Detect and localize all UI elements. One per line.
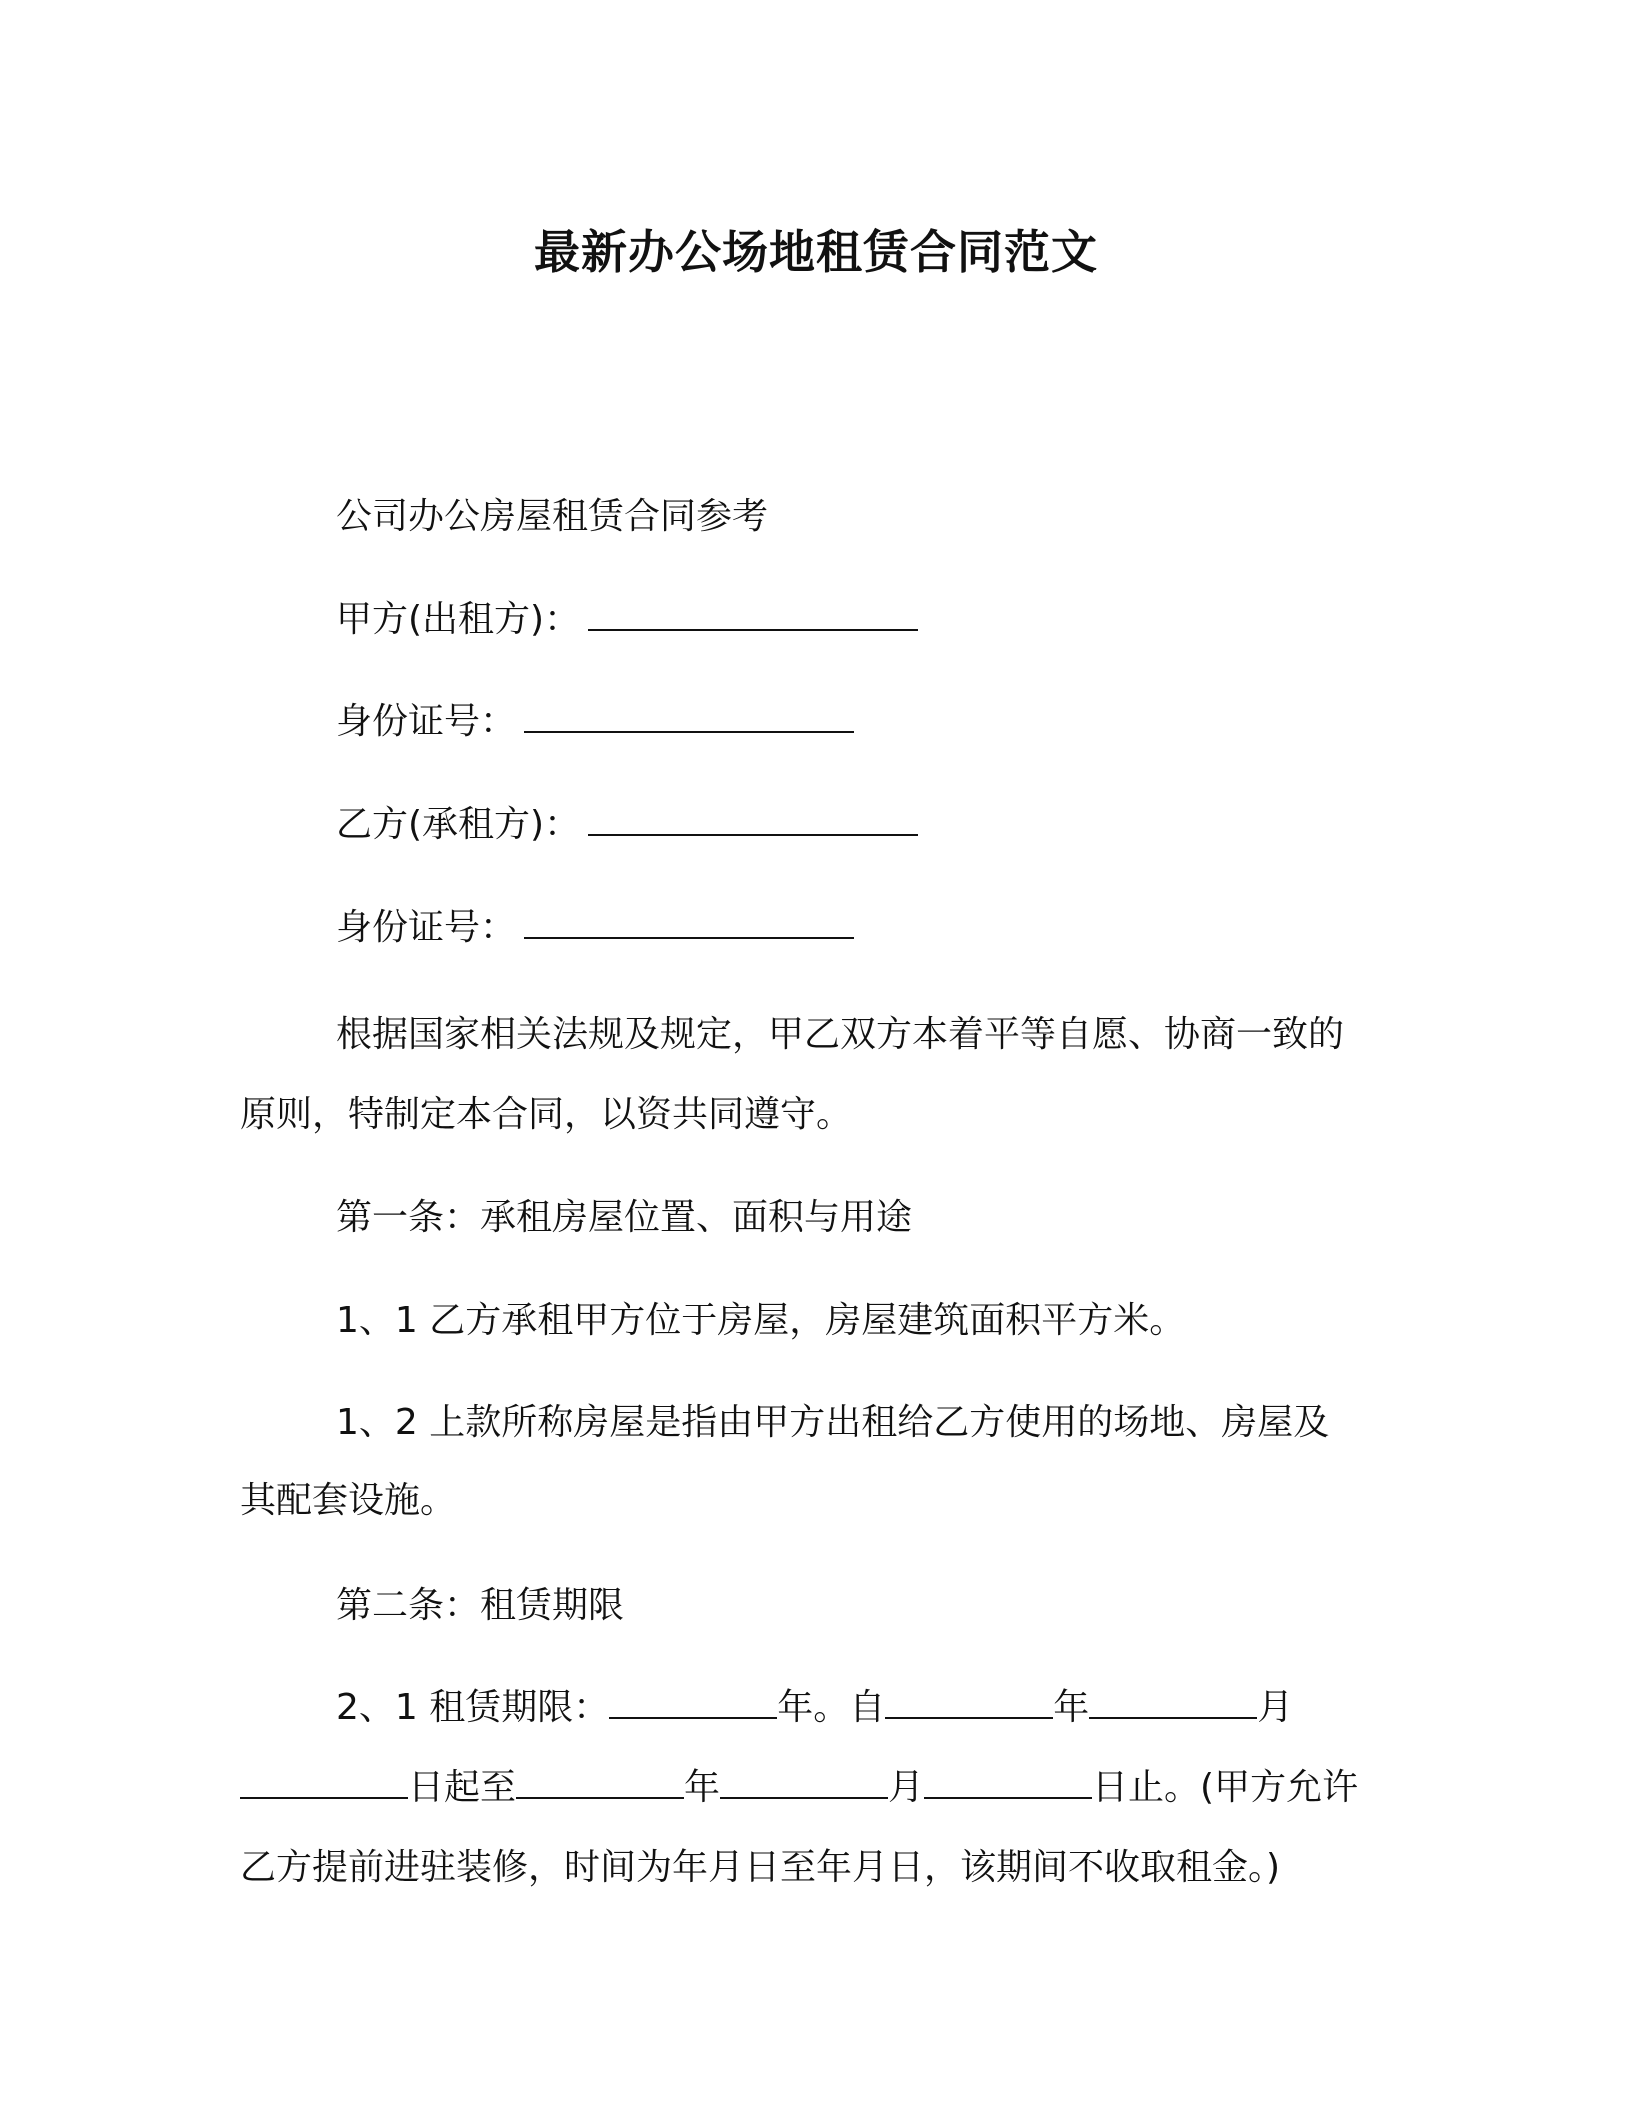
party-a-line xyxy=(240,595,1390,645)
start-month-blank xyxy=(1089,1685,1257,1719)
clause-2-1-text: 年 xyxy=(1053,1687,1090,1728)
clause-2-1-text: 年 xyxy=(684,1767,721,1808)
end-year-blank xyxy=(516,1765,684,1799)
party-a-blank xyxy=(588,597,918,631)
clause-2-1-text: 日起至 xyxy=(408,1767,517,1808)
intro-paragraph-line2: 原则，特制定本合同，以资共同遵守。 xyxy=(240,1094,853,1135)
clause-2-1-line1 xyxy=(240,1683,1390,1733)
document-title: 最新办公场地租赁合同范文 xyxy=(534,225,1098,279)
clause-2-1-line3: 乙方提前进驻装修，时间为年月日至年月日，该期间不收取租金。) xyxy=(240,1847,1281,1888)
end-month-blank xyxy=(720,1765,888,1799)
party-a-label: 甲方(出租方)： xyxy=(336,599,581,640)
party-b-blank xyxy=(588,802,918,836)
article1-title: 第一条：承租房屋位置、面积与用途 xyxy=(336,1197,913,1238)
clause-2-1-text: 年。自 xyxy=(777,1687,886,1728)
clause-1-1: 1、1 乙方承租甲方位于房屋，房屋建筑面积平方米。 xyxy=(336,1300,1186,1341)
term-years-blank xyxy=(609,1685,777,1719)
clause-2-1-line2 xyxy=(240,1763,1390,1813)
intro-paragraph-line1: 根据国家相关法规及规定，甲乙双方本着平等自愿、协商一致的 xyxy=(336,1014,1345,1055)
end-day-blank xyxy=(924,1765,1092,1799)
clause-1-2-line2: 其配套设施。 xyxy=(240,1480,457,1521)
party-b-label: 乙方(承租方)： xyxy=(336,804,581,845)
clause-2-1-text: 月 xyxy=(888,1767,925,1808)
party-b-id-line xyxy=(240,903,1390,953)
party-a-id-line xyxy=(240,697,1390,747)
clause-2-1-prefix: 2、1 租赁期限： xyxy=(336,1687,610,1728)
party-a-id-blank xyxy=(524,699,854,733)
clause-1-2-line1: 1、2 上款所称房屋是指由甲方出租给乙方使用的场地、房屋及 xyxy=(336,1402,1330,1443)
party-b-id-blank xyxy=(524,905,854,939)
document-subtitle: 公司办公房屋租赁合同参考 xyxy=(336,496,769,537)
article2-title: 第二条：租赁期限 xyxy=(336,1585,625,1626)
party-b-line xyxy=(240,800,1390,850)
clause-2-1-text: 月 xyxy=(1257,1687,1294,1728)
party-a-id-label: 身份证号： xyxy=(336,701,517,742)
party-b-id-label: 身份证号： xyxy=(336,907,517,948)
clause-2-1-text: 日止。(甲方允许 xyxy=(1092,1767,1359,1808)
start-year-blank xyxy=(885,1685,1053,1719)
start-day-blank xyxy=(240,1765,408,1799)
